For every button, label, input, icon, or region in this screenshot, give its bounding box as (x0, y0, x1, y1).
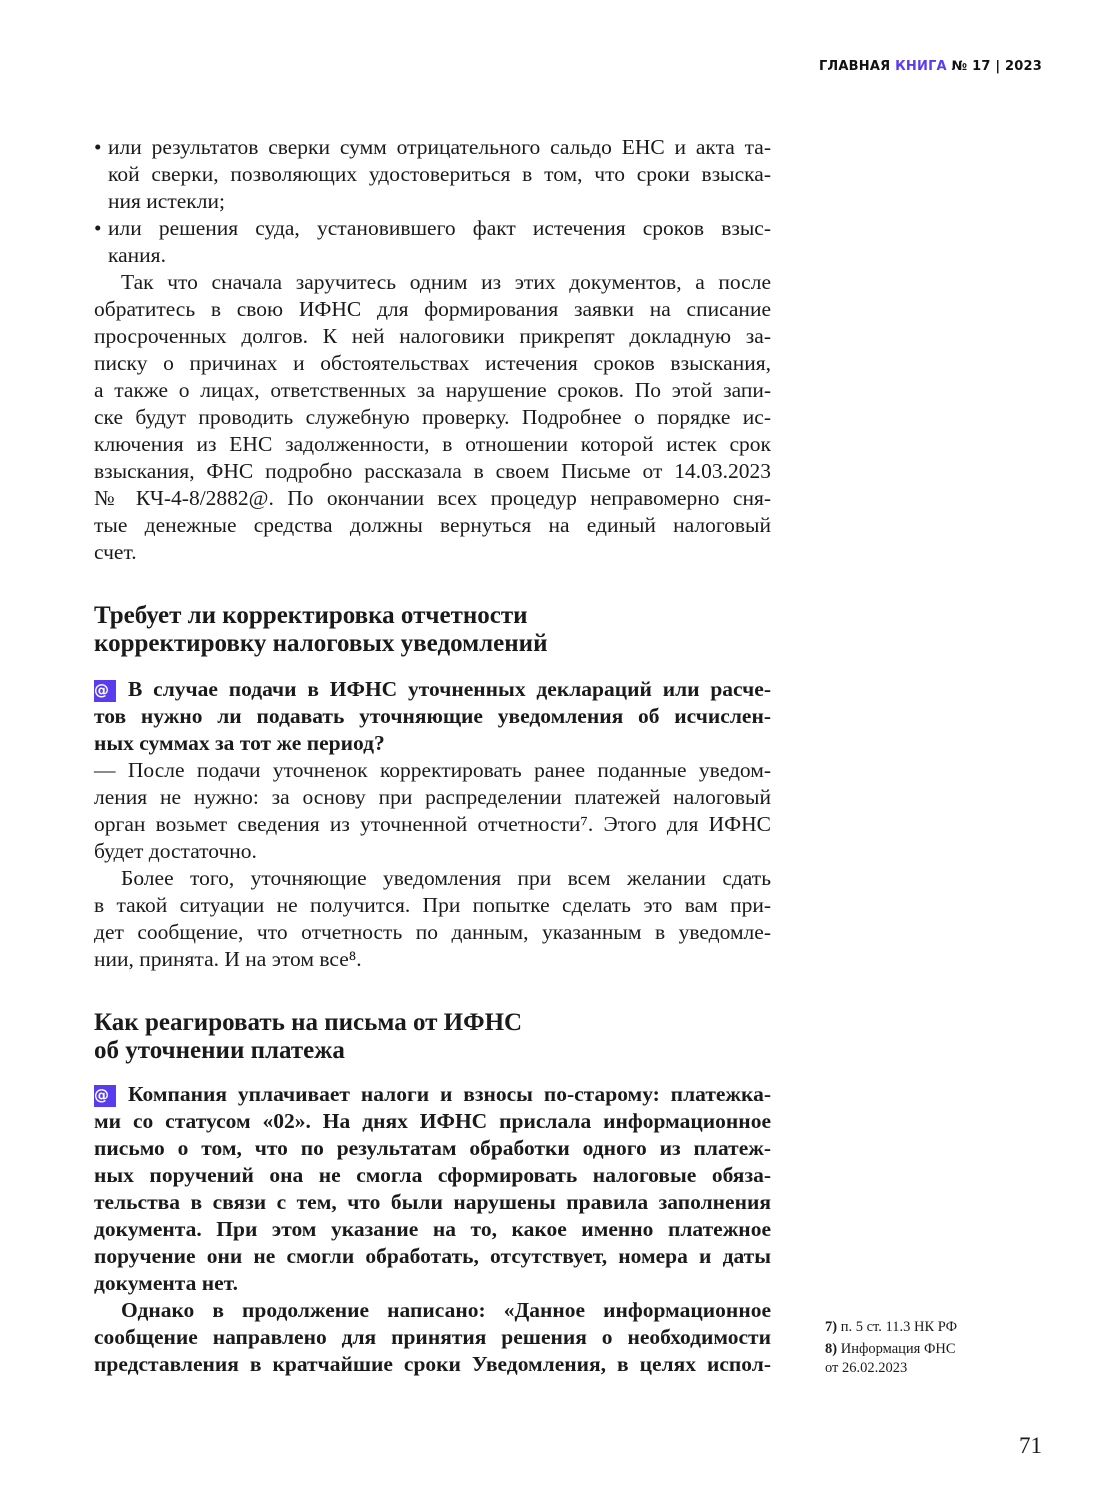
text-line (108, 188, 771, 215)
line-text: или результатов сверки сумм отрицательного сальдо ЕНС и акта та- (108, 135, 771, 159)
text-line (94, 811, 771, 838)
question (94, 1081, 771, 1297)
line-text: орган возьмет сведения из уточненной отчетности⁷. Этого для ИФНС (94, 812, 771, 836)
line-text: или решения суда, установившего факт истечения сроков взыс- (108, 216, 771, 240)
line-text: представления в кратчайшие сроки Уведомления, в целях испол- (94, 1352, 771, 1376)
question-at-icon: @ (94, 1085, 116, 1107)
footnote-text: от 26.02.2023 (825, 1360, 908, 1376)
line-text: в такой ситуации не получится. При попытке сделать это вам при- (94, 893, 771, 917)
section-heading (94, 1009, 771, 1065)
line-text: кания. (108, 243, 166, 267)
line-text: Компания уплачивает налоги и взносы по-старому: платежка- (128, 1082, 771, 1106)
text-line (94, 919, 771, 946)
line-text: писку о причинах и обстоятельствах истечения сроков взыскания, (94, 351, 771, 375)
line-text: обратитесь в свою ИФНС для формирования заявки на списание (94, 297, 771, 321)
footnote-8 (825, 1340, 956, 1378)
line-text: № КЧ-4-8/2882@. По окончании всех процедур неправомерно сня- (94, 486, 771, 510)
line-text: Так что сначала заручитесь одним из этих документов, а после (121, 270, 771, 294)
line-text: ске будут проводить служебную проверку. Подробнее о порядке ис- (94, 405, 771, 429)
text-line (108, 242, 771, 269)
text-line (94, 1324, 771, 1351)
line-text: документа нет. (94, 1271, 238, 1295)
text-line (94, 1270, 771, 1297)
text-line (94, 1351, 771, 1378)
text-line (94, 1297, 771, 1324)
footnote-text: п. 5 ст. 11.3 НК РФ (840, 1319, 958, 1335)
footnote-text: Информация ФНС (840, 1341, 956, 1357)
line-text: корректировку налоговых уведомлений (94, 630, 548, 657)
line-text: будет достаточно. (94, 839, 257, 863)
text-line (94, 838, 771, 865)
text-line (94, 269, 771, 296)
line-text: ных поручений она не смогла сформировать налоговые обяза- (94, 1163, 771, 1187)
text-line (94, 458, 771, 485)
line-text: сообщение направлено для принятия решения о необходимости (94, 1325, 771, 1349)
brand-name: ГЛАВНАЯ (818, 59, 891, 74)
line-text: Более того, уточняющие уведомления при всем желании сдать (121, 866, 771, 890)
line-text: ния истекли; (108, 189, 225, 213)
line-text: тельства в связи с тем, что были нарушены правила заполнения (94, 1190, 771, 1214)
text-line (94, 730, 771, 757)
line-text: Требует ли корректировка отчетности (94, 602, 528, 629)
line-text: поручение они не смогли обработать, отсутствует, номера и даты (94, 1244, 771, 1268)
issue-number: № 17 | 2023 (951, 59, 1042, 74)
line-text: Однако в продолжение написано: «Данное информационное (121, 1298, 771, 1322)
text-line (94, 602, 771, 630)
qa-block (94, 1081, 771, 1378)
text-line (94, 1216, 771, 1243)
text-line (94, 1243, 771, 1270)
question (94, 676, 771, 757)
line-text: кой сверки, позволяющих удостовериться в том, что сроки взыска- (108, 162, 771, 186)
text-line (94, 676, 771, 703)
text-line (94, 630, 771, 658)
text-line (94, 1009, 771, 1037)
line-text: ления не нужно: за основу при распределении платежей налоговый (94, 785, 771, 809)
text-line (108, 161, 771, 188)
text-line (94, 946, 771, 973)
text-line (94, 1037, 771, 1065)
text-line (94, 323, 771, 350)
body-paragraph (94, 269, 771, 566)
text-line (108, 215, 771, 242)
text-line (94, 865, 771, 892)
bullet-icon: • (94, 135, 102, 159)
text-line (108, 134, 771, 161)
qa-block (94, 676, 771, 973)
text-line (94, 539, 771, 566)
section-heading (94, 602, 771, 658)
footnote-number: 7) (825, 1319, 838, 1335)
text-line (94, 1081, 771, 1108)
line-text: дет сообщение, что отчетность по данным, указанным в уведомле- (94, 920, 771, 944)
line-text: ми со статусом «02». На днях ИФНС прислала информационное (94, 1109, 771, 1133)
bullet-icon: • (94, 216, 102, 240)
line-text: а также о лицах, ответственных за нарушение сроков. По этой запи- (94, 378, 771, 402)
text-line (94, 1162, 771, 1189)
line-text: ных суммах за тот же период? (94, 731, 385, 755)
answer (94, 757, 771, 865)
line-text: письмо о том, что по результатам обработки одного из платеж- (94, 1136, 771, 1160)
bullet-item (94, 134, 771, 215)
line-text: В случае подачи в ИФНС уточненных деклараций или расче- (128, 677, 771, 701)
footnote-7 (825, 1318, 957, 1337)
text-line (94, 350, 771, 377)
text-line (94, 1135, 771, 1162)
text-line (94, 404, 771, 431)
footnote-number: 8) (825, 1341, 838, 1357)
line-text: счет. (94, 540, 137, 564)
line-text: Как реагировать на письма от ИФНС (94, 1009, 523, 1036)
line-text: взыскания, ФНС подробно рассказала в своем Письме от 14.03.2023 (94, 459, 771, 483)
line-text: нии, принята. И на этом все⁸. (94, 947, 362, 971)
line-text: просроченных долгов. К ней налоговики прикрепят докладную за- (94, 324, 771, 348)
question-at-icon: @ (94, 680, 116, 702)
text-line (94, 431, 771, 458)
line-text: — После подачи уточненок корректировать ранее поданные уведом- (94, 758, 771, 782)
intro-block (94, 134, 771, 566)
line-text: тов нужно ли подавать уточняющие уведомления об исчислен- (94, 704, 771, 728)
page-number: 71 (1019, 1433, 1042, 1458)
text-line (94, 757, 771, 784)
text-line (94, 485, 771, 512)
line-text: ключения из ЕНС задолженности, в отношении которой истек срок (94, 432, 771, 456)
text-line (94, 377, 771, 404)
text-line (94, 784, 771, 811)
text-line (94, 1189, 771, 1216)
text-line (94, 296, 771, 323)
line-text: документа. При этом указание на то, какое именно платежное (94, 1217, 771, 1241)
line-text: об уточнении платежа (94, 1037, 345, 1064)
text-line (94, 512, 771, 539)
running-header (819, 59, 1042, 74)
text-line (94, 1108, 771, 1135)
body-paragraph (94, 865, 771, 973)
text-line (94, 892, 771, 919)
body-paragraph (94, 1297, 771, 1378)
brand-name-accent: КНИГА (895, 59, 947, 74)
text-line (94, 703, 771, 730)
line-text: тые денежные средства должны вернуться на единый налоговый (94, 513, 771, 537)
bullet-item (94, 215, 771, 269)
